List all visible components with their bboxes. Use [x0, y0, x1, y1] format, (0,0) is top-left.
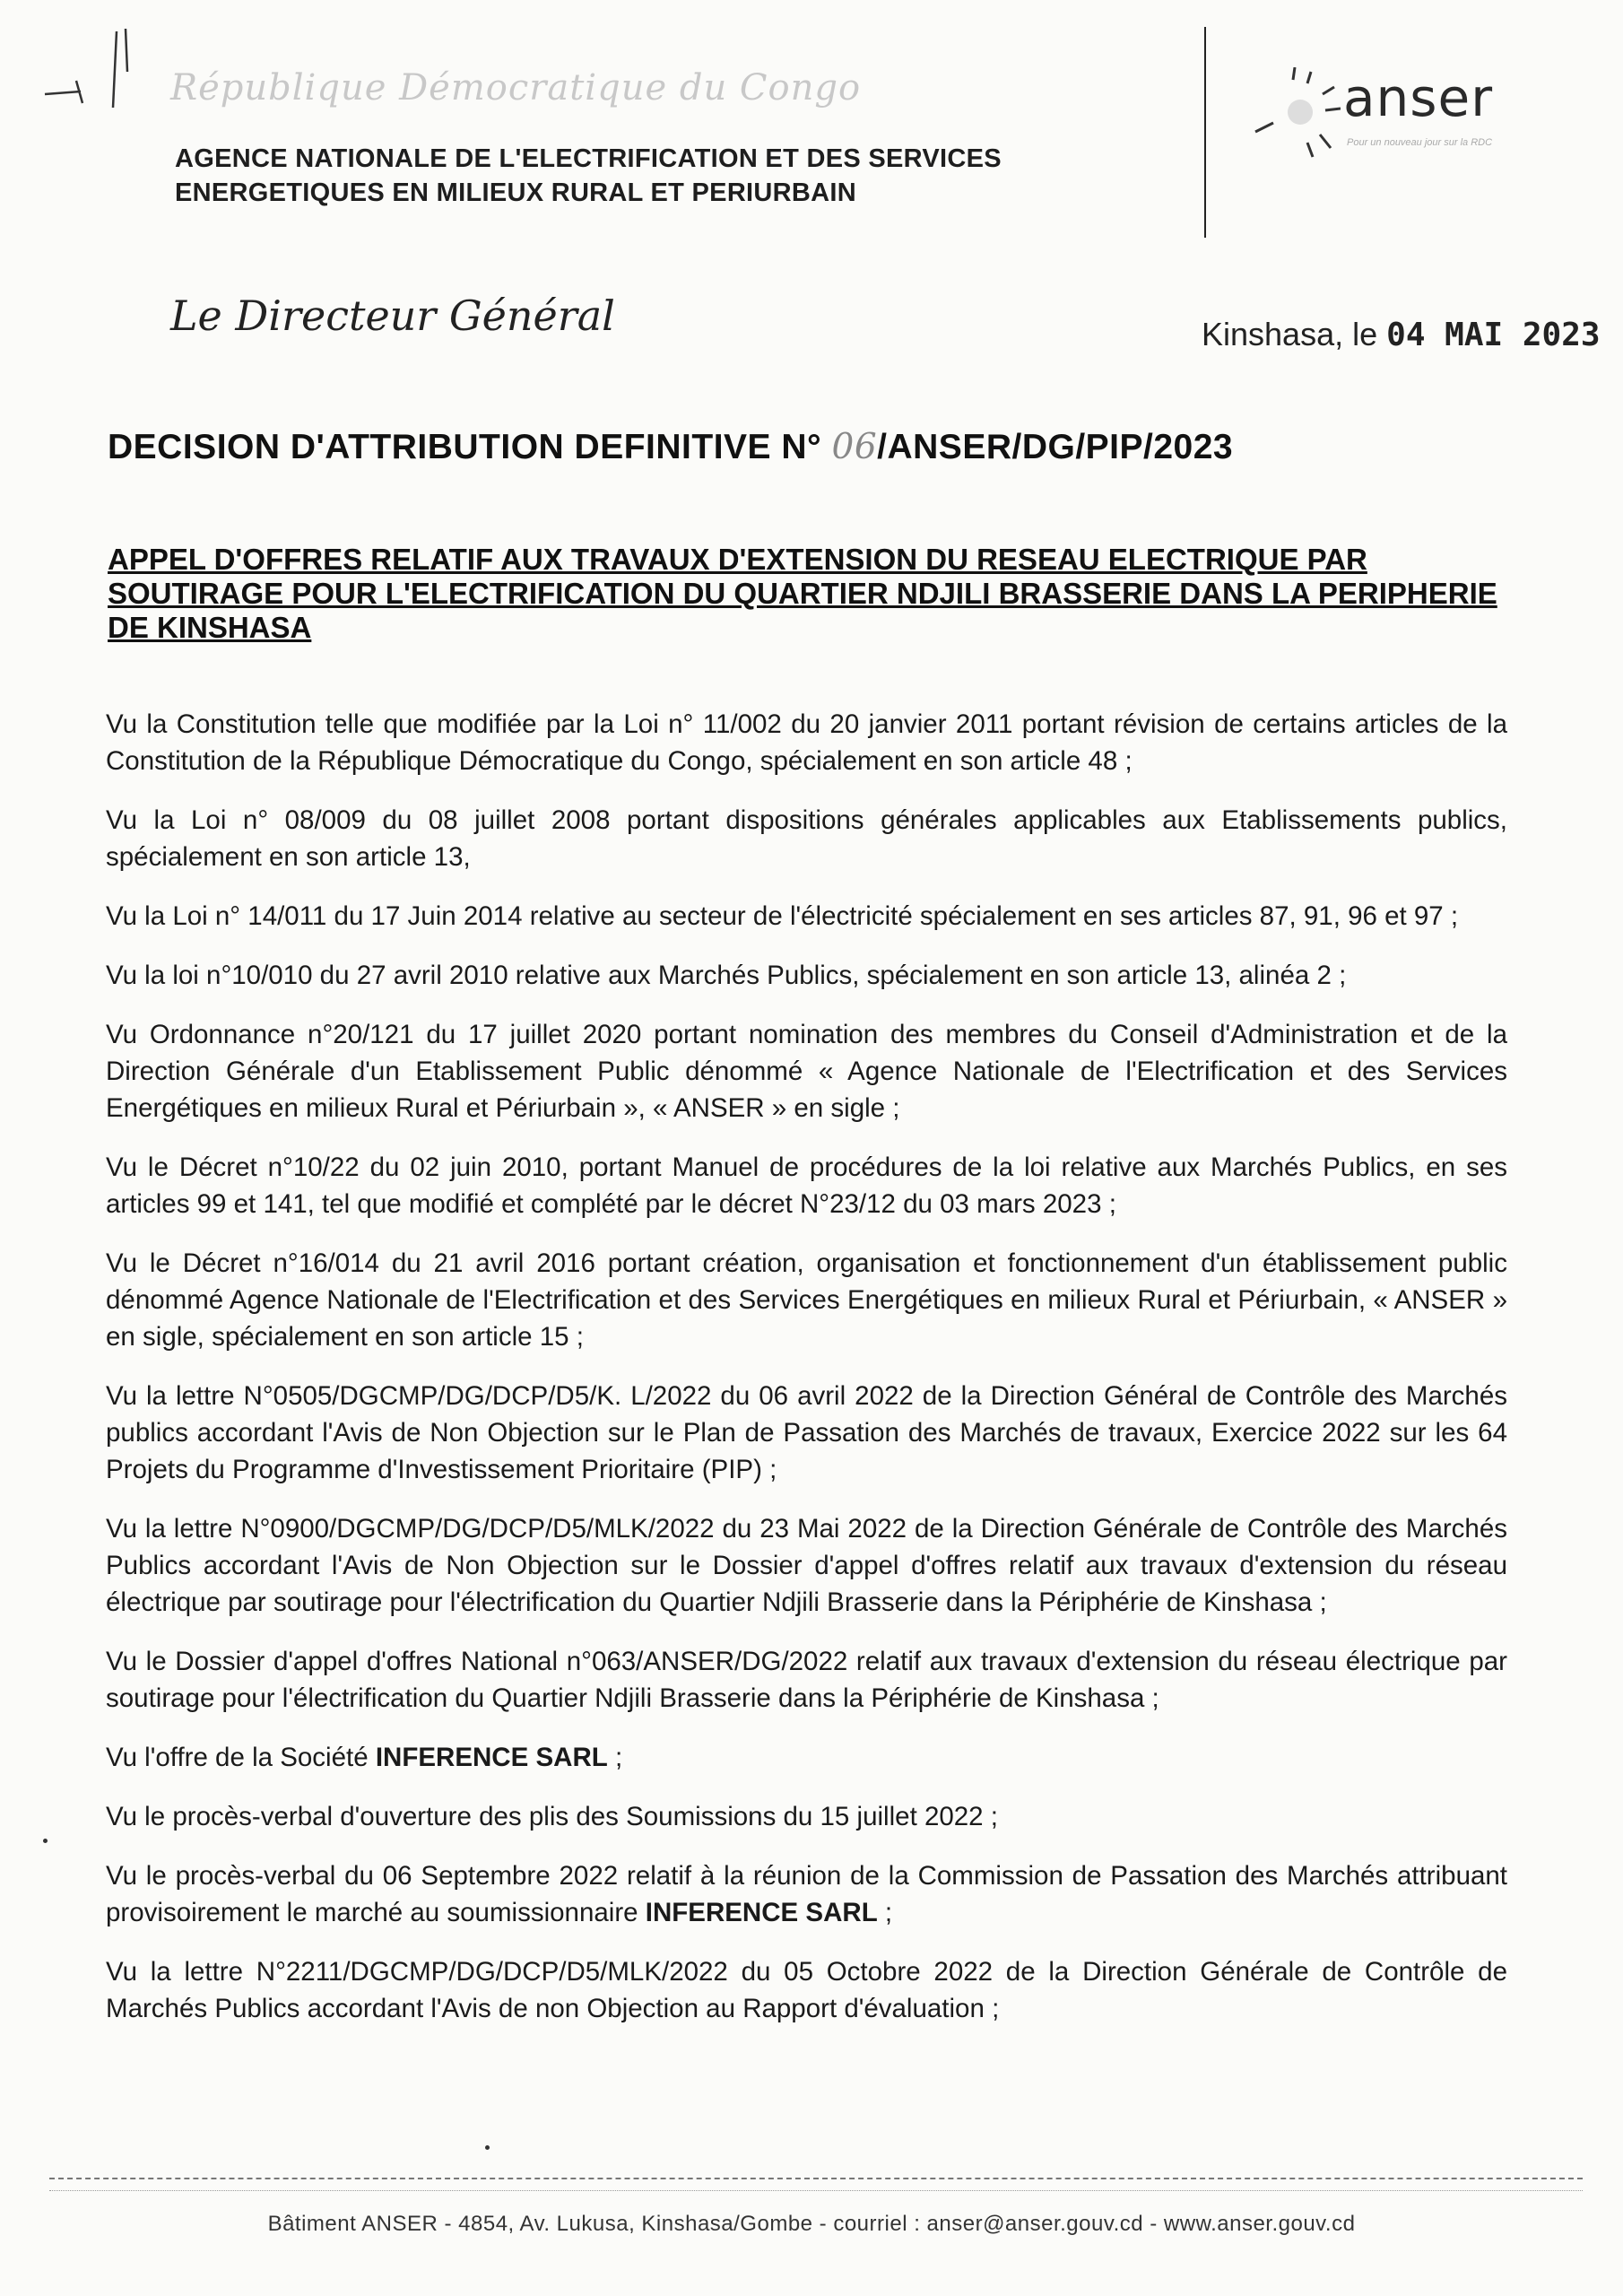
recital-paragraph: Vu le Décret n°10/22 du 02 juin 2010, portant Manuel de procédures de la loi relative aux Marchés Publics, en ses articles 99 et 141, tel que modifié et complété par le décret N°23/12 du 03 mars 2023 ;	[106, 1152, 1507, 1219]
signatory-title: Le Directeur Général	[170, 291, 615, 340]
recital-paragraph: Vu le Décret n°16/014 du 21 avril 2016 portant création, organisation et fonctionnement d'un établissement public dénommé Agence Nationale de l'Electrification et des Services Energétiques en milieux Rural et Périurbain, « ANSER » en sigle, spécialement en son article 15 ;	[106, 1248, 1507, 1352]
decision-title	[108, 427, 1233, 467]
sunburst-icon	[1237, 67, 1341, 166]
handwritten-number: 06	[831, 427, 878, 467]
recital-text: Vu l'offre de la Société	[106, 1743, 376, 1772]
header-divider	[1204, 27, 1206, 238]
date-stamp: 04 MAI 2023	[1386, 317, 1601, 353]
company-name: INFERENCE SARL	[645, 1898, 878, 1927]
recital-end: ;	[877, 1898, 893, 1927]
date-line	[1202, 316, 1601, 353]
title-prefix: DECISION D'ATTRIBUTION DEFINITIVE N°	[108, 428, 822, 466]
recital-paragraph: Vu la lettre N°0505/DGCMP/DG/DCP/D5/K. L/2022 du 06 avril 2022 de la Direction Général de Contrôle des Marchés publics accordant l'Avis de Non Objection sur le Plan de Passation des Marchés de travaux, Exercice 2022 sur les 64 Projets du Programme d'Investissement Prioritaire (PIP) ;	[106, 1381, 1507, 1484]
logo-wordmark: anser	[1343, 67, 1494, 128]
company-name: INFERENCE SARL	[375, 1743, 608, 1772]
republic-line: République Démocratique du Congo	[170, 67, 862, 109]
subject-heading: APPEL D'OFFRES RELATIF AUX TRAVAUX D'EXTENSION DU RESEAU ELECTRIQUE PAR SOUTIRAGE POUR L'ELECTRIFICATION DU QUARTIER NDJILI BRASSERIE DANS LA PERIPHERIE DE KINSHASA	[108, 543, 1497, 644]
logo-tagline: Pour un nouveau jour sur la RDC	[1347, 137, 1493, 148]
recital-paragraph	[106, 1857, 1507, 1931]
agency-name	[175, 142, 1002, 210]
scan-speck	[43, 1839, 48, 1843]
recital-paragraph: Vu la lettre N°0900/DGCMP/DG/DCP/D5/MLK/2022 du 23 Mai 2022 de la Direction Générale de Contrôle des Marchés Publics accordant l'Avis de Non Objection sur le Dossier d'appel d'offres relatif aux travaux d'extension du réseau électrique par soutirage pour l'électrification du Quartier Ndjili Brasserie dans la Périphérie de Kinshasa ;	[106, 1514, 1507, 1617]
scan-speck	[485, 2145, 490, 2150]
recital-end: ;	[607, 1743, 623, 1772]
recital-paragraph: Vu la Constitution telle que modifiée par la Loi n° 11/002 du 20 janvier 2011 portant révision de certains articles de la Constitution de la République Démocratique du Congo, spécialement en son article 48 ;	[106, 709, 1507, 776]
footer-address: Bâtiment ANSER - 4854, Av. Lukusa, Kinshasa/Gombe - courriel : anser@anser.gouv.cd - www.anser.gouv.cd	[267, 2212, 1356, 2236]
recital-paragraph: Vu la Loi n° 08/009 du 08 juillet 2008 portant dispositions générales applicables aux Etablissements publics, spécialement en son article 13,	[106, 805, 1507, 872]
recital-paragraph: Vu le procès-verbal d'ouverture des plis des Soumissions du 15 juillet 2022 ;	[106, 1802, 998, 1831]
date-prefix: Kinshasa, le	[1202, 316, 1378, 352]
recital-paragraph	[106, 1739, 1507, 1776]
recital-text: Vu le procès-verbal du 06 Septembre 2022 relatif à la réunion de la Commission de Passation des Marchés attribuant provisoirement le marché au soumissionnaire	[106, 1861, 1507, 1927]
title-suffix: /ANSER/DG/PIP/2023	[877, 428, 1234, 466]
agency-line-1: AGENCE NATIONALE DE L'ELECTRIFICATION ET DES SERVICES	[175, 144, 1002, 173]
agency-line-2: ENERGETIQUES EN MILIEUX RURAL ET PERIURBAIN	[175, 178, 856, 207]
recital-paragraph: Vu Ordonnance n°20/121 du 17 juillet 2020 portant nomination des membres du Conseil d'Administration et de la Direction Générale d'un Etablissement Public dénommé « Agence Nationale de l'Electrification et des Services Energétiques en milieux Rural et Périurbain », « ANSER » en sigle ;	[106, 1020, 1507, 1123]
footer-divider	[49, 2190, 1583, 2191]
recital-paragraph: Vu la loi n°10/010 du 27 avril 2010 relative aux Marchés Publics, spécialement en son article 13, alinéa 2 ;	[106, 961, 1347, 990]
recital-paragraph: Vu la lettre N°2211/DGCMP/DG/DCP/D5/MLK/2022 du 05 Octobre 2022 de la Direction Générale de Contrôle de Marchés Publics accordant l'Avis de non Objection au Rapport d'évaluation ;	[106, 1957, 1507, 2023]
anser-logo	[1237, 67, 1533, 166]
recital-paragraph: Vu la Loi n° 14/011 du 17 Juin 2014 relative au secteur de l'électricité spécialement en ses articles 87, 91, 96 et 97 ;	[106, 901, 1459, 931]
handwritten-mark	[27, 18, 152, 117]
document-body	[106, 706, 1507, 2049]
recital-paragraph: Vu le Dossier d'appel d'offres National n°063/ANSER/DG/2022 relatif aux travaux d'extension du réseau électrique par soutirage pour l'électrification du Quartier Ndjili Brasserie dans la Périphérie de Kinshasa ;	[106, 1647, 1507, 1713]
footer-divider	[49, 2178, 1583, 2179]
